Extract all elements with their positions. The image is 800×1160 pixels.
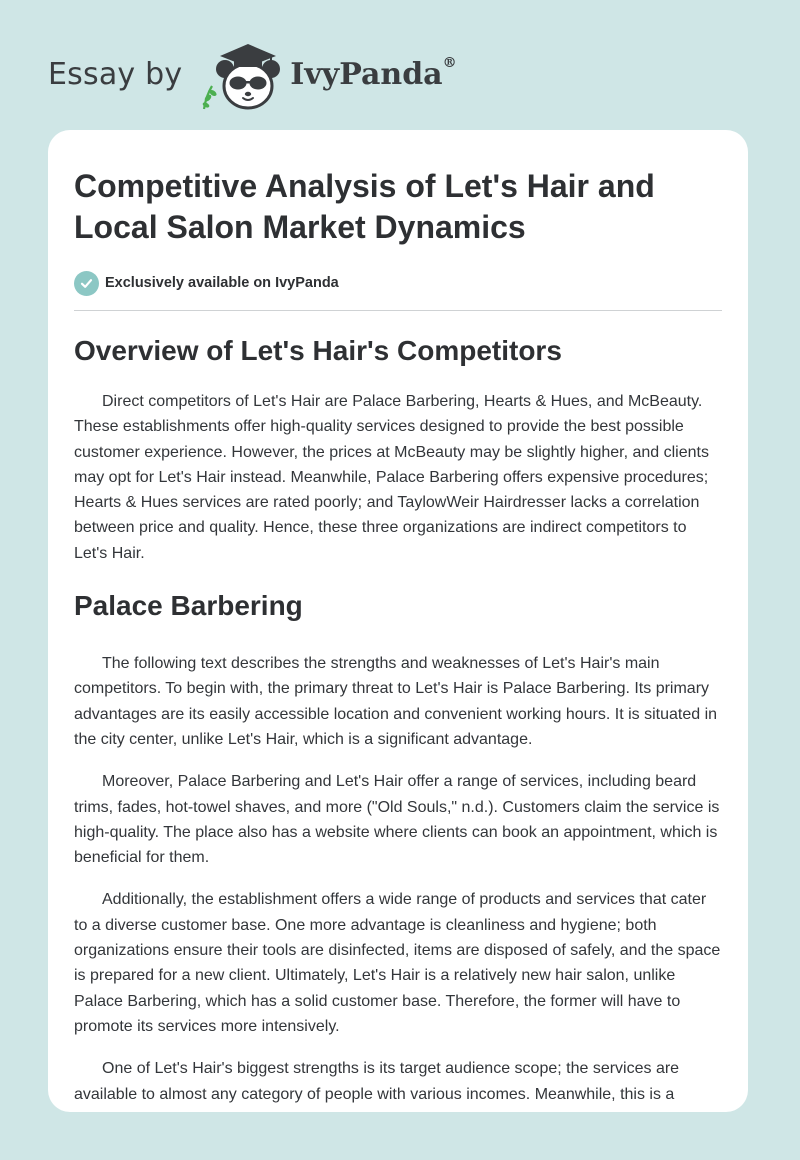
section-heading-palace-barbering: Palace Barbering — [74, 590, 303, 622]
body-paragraph: Additionally, the establishment offers a wide range of products and services that cater to a diverse customer base. One more advantage is cleanliness and hygiene; both organizations ensure their tools are disinfected, items are disposed of safely, and the space is prepared for a new client. Ultimately, Let's Hair is a relatively new hair salon, unlike Palace Barbering, which has a solid customer base. Therefore, the former will have to promote its services more intensively. — [74, 891, 721, 1035]
body-paragraph: The following text describes the strengths and weaknesses of Let's Hair's main competitors. To begin with, the primary threat to Let's Hair is Palace Barbering. Its primary advantages are its easily accessible location and convenient working hours. It is situated in the city center, unlike Let's Hair, which is a significant advantage. — [74, 655, 718, 748]
check-circle-icon — [74, 271, 99, 296]
site-brand[interactable] — [48, 34, 457, 114]
body-paragraph: Direct competitors of Let's Hair are Palace Barbering, Hearts & Hues, and McBeauty. These establishments offer high-quality services designed to provide the best possible customer experience. However, the prices at McBeauty may be slightly higher, and clients may opt for Let's Hair instead. Meanwhile, Palace Barbering offers expensive procedures; Hearts & Hues services are rated poorly; and TaylowWeir Hairdresser lacks a correlation between price and quality. Hence, these three organizations are indirect competitors to Let's Hair. — [74, 393, 709, 562]
section-heading-overview: Overview of Let's Hair's Competitors — [74, 335, 562, 366]
essay-by-label: Essay by — [48, 56, 183, 92]
body-paragraph: One of Let's Hair's biggest strengths is its target audience scope; the services are available to almost any category of people with various incomes. Meanwhile, this is a — [74, 1060, 680, 1103]
panda-graduate-icon — [198, 36, 288, 112]
essay-card — [48, 130, 748, 1112]
body-paragraph: Moreover, Palace Barbering and Let's Hair offer a range of services, including beard trims, fades, hot-towel shaves, and more ("Old Souls," n.d.). Customers claim the service is high-quality. The place also has a website where clients can book an appointment, which is beneficial for them. — [74, 773, 720, 867]
ivypanda-logo-text: IvyPanda® — [290, 54, 457, 92]
essay-title: Competitive Analysis of Let's Hair and Local Salon Market Dynamics — [74, 168, 655, 245]
title-divider — [74, 310, 722, 311]
registered-mark: ® — [442, 54, 457, 71]
exclusive-label: Exclusively available on IvyPanda — [105, 275, 339, 291]
exclusive-badge — [74, 269, 722, 297]
